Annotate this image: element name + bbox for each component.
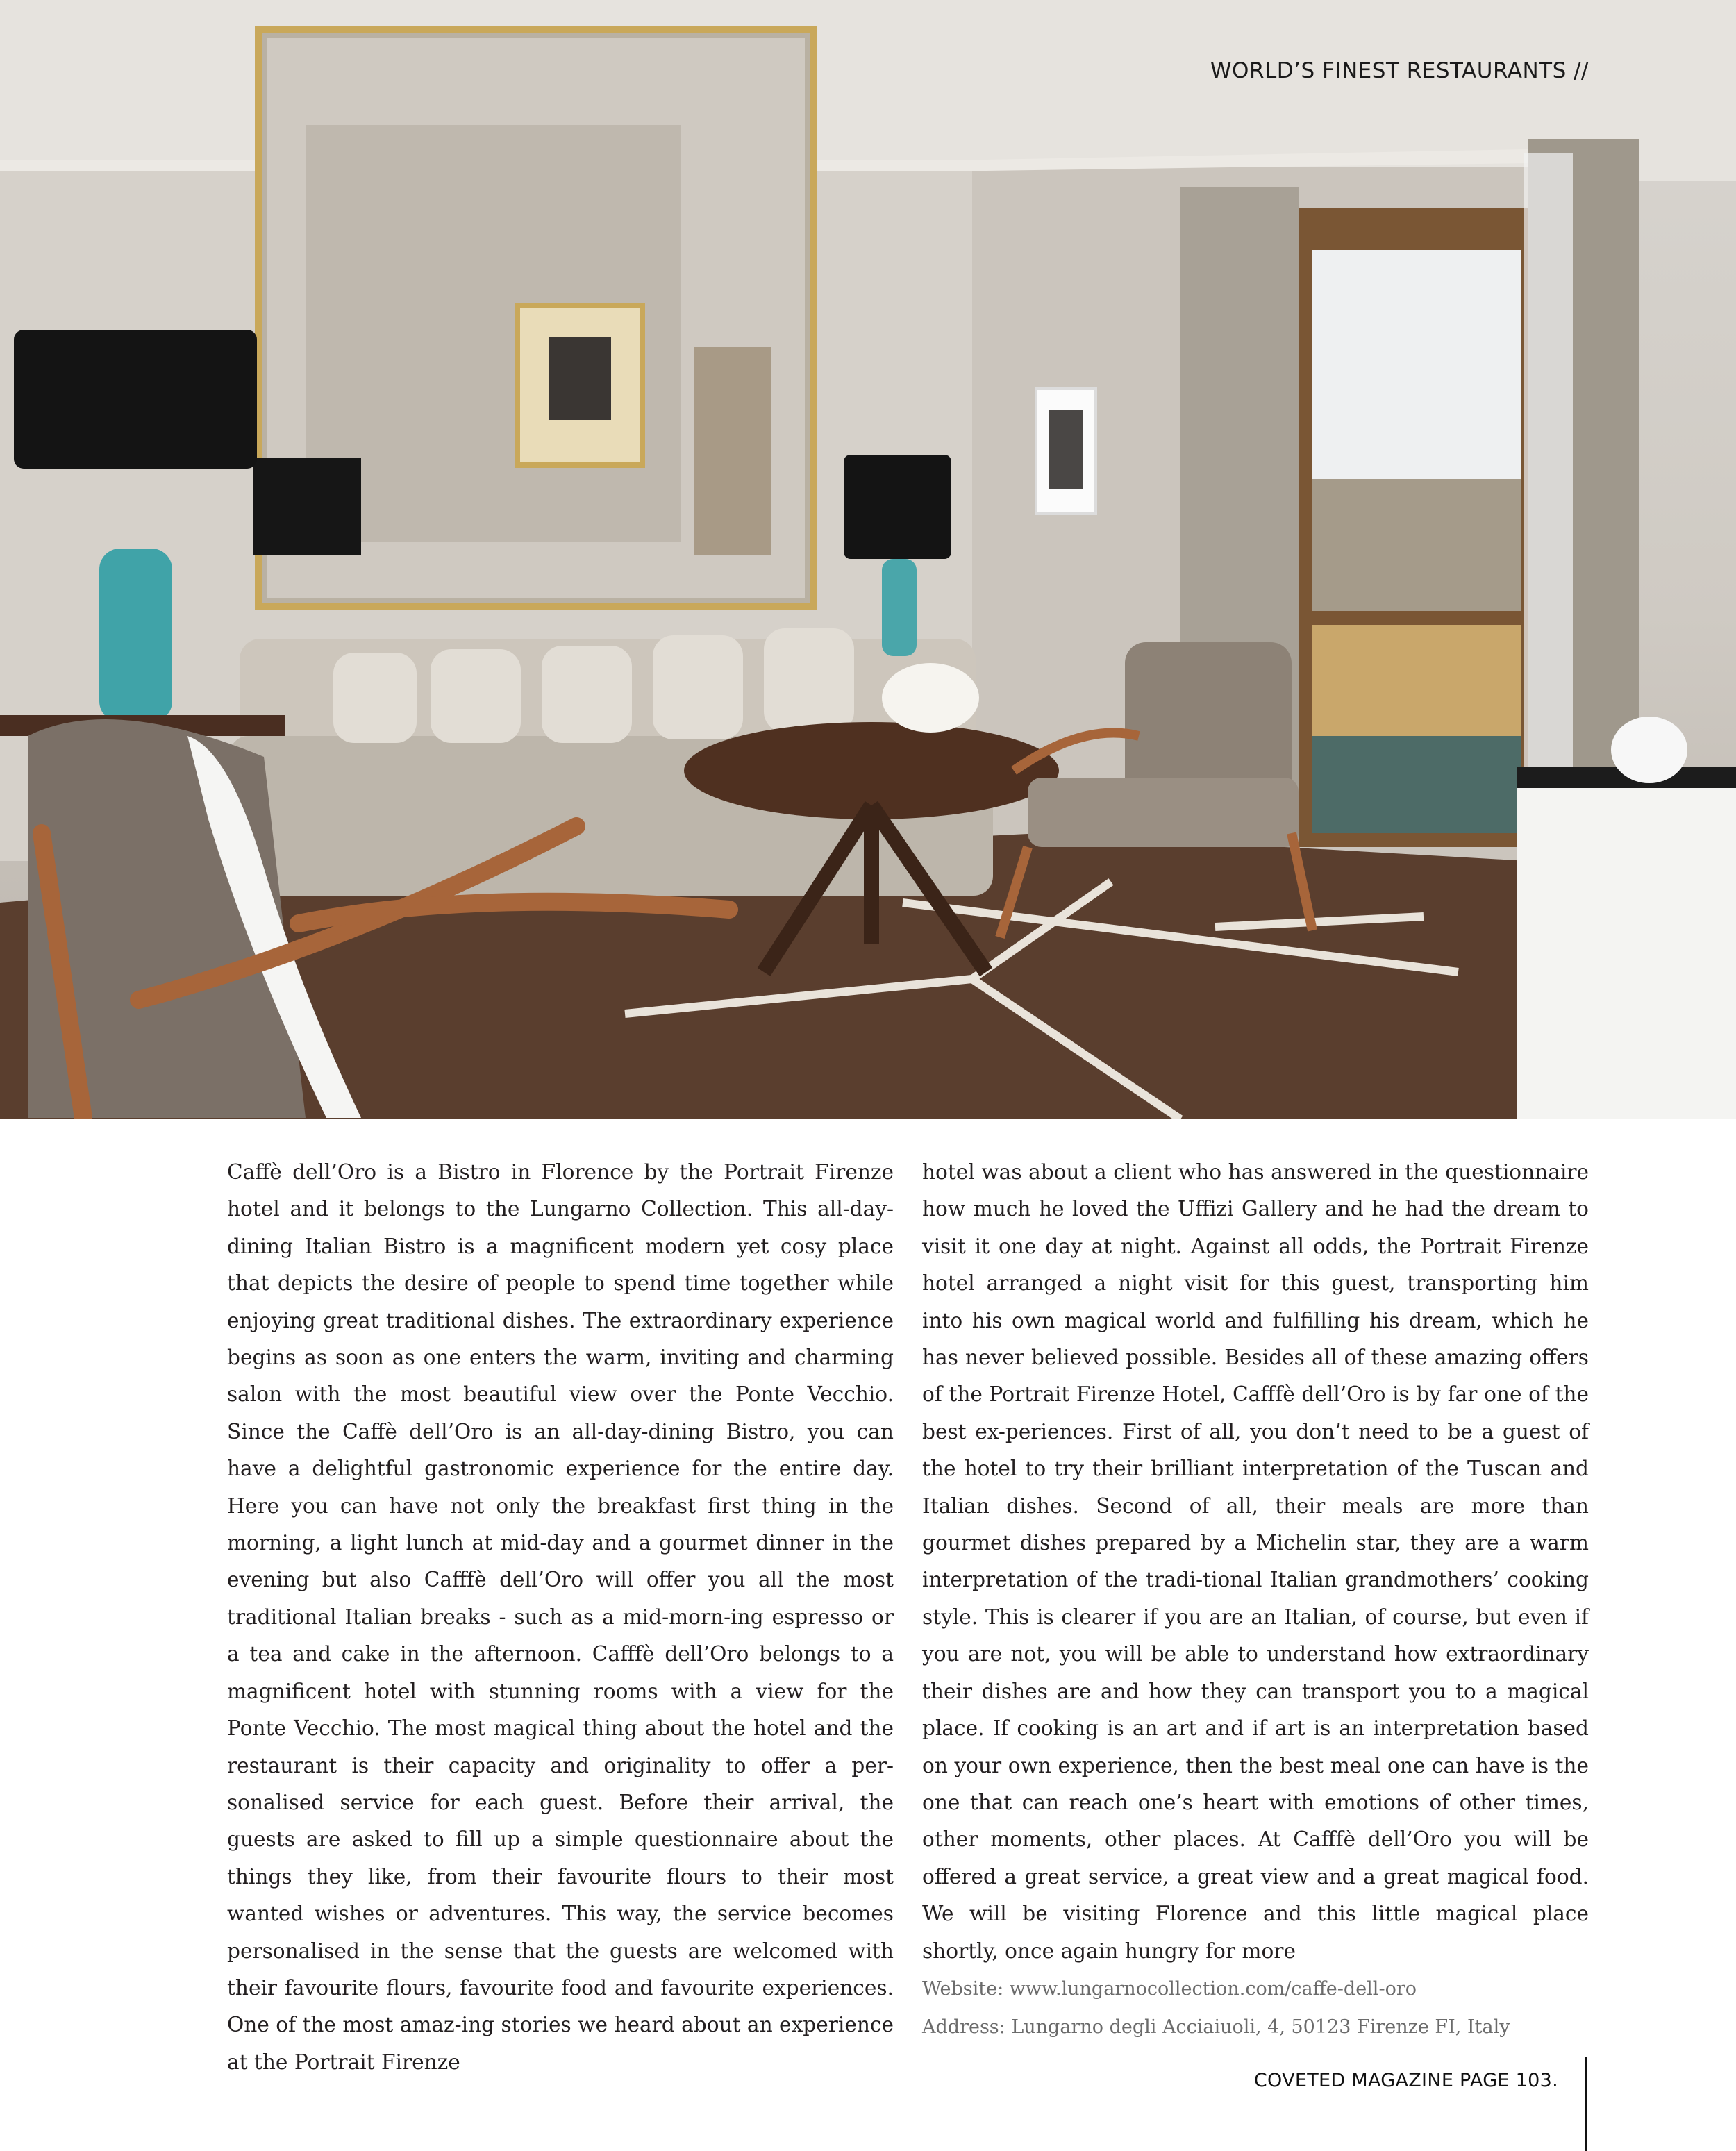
section-label: WORLD’S FINEST RESTAURANTS // xyxy=(1210,58,1589,83)
lamp-base-left xyxy=(99,549,172,722)
flower-bouquet xyxy=(882,663,979,733)
decor-vase xyxy=(1611,717,1687,783)
lamp-shade-left xyxy=(14,330,257,469)
lamp-shade-right xyxy=(844,455,951,559)
address-line: Address: Lungarno degli Acciaiuoli, 4, 50123 Firenze FI, Italy xyxy=(922,2016,1510,2038)
footer-rule xyxy=(1585,2057,1587,2151)
website-line: Website: www.lungarnocollection.com/caffe-dell-oro xyxy=(922,1977,1417,2000)
article-body-right: hotel was about a client who has answered in the questionnaire how much he loved the Uffizi Gallery and he had the dream to visit it one day at night. Against all odds, the Portrait Firenze hotel arranged a night visit for this guest, transporting him into his own magical world and fulfilling his dream, which he has never believed possible. Besides all of these amazing offers of the Portrait Firenze Hotel, Cafffè dell’Oro is by far one of the best ex-periences. First of all, you don’t need to be a guest of the hotel to try their brilliant interpretation of the Tuscan and Italian dishes. Second of all, their meals are more than gourmet dishes prepared by a Michelin star, they are a warm interpretation of the tradi-tional Italian grandmothers’ cooking style. This is clearer if you are an Italian, of course, but even if you are not, you will be able to understand how extraordinary their dishes are and how they can transport you to a magical place. If cooking is an art and if art is an interpretation based on your own experience, then the best meal one can have is the one that can reach one’s heart with emotions of other times, other moments, other places. At Cafffè dell’Oro you will be offered a great service, a great view and a great magical food. We will be visiting Florence and this little magical place shortly, once again hungry for more xyxy=(922,1160,1589,1963)
article-body-left: Caffè dell’Oro is a Bistro in Florence by the Portrait Firenze hotel and it belongs to the Lungarno Collection. This all-day-dining Italian Bistro is a magnificent modern yet cosy place that depicts the desire of people to spend time together while enjoying great traditional dishes. The extraordinary experience begins as soon as one enters the warm, inviting and charming salon with the most beautiful view over the Ponte Vecchio. Since the Caffè dell’Oro is an all-day-dining Bistro, you can have a delightful gastronomic experience for the entire day. Here you can have not only the breakfast first thing in the morning, a light lunch at mid-day and a gourmet dinner in the evening but also Cafffè dell’Oro will offer you all the most traditional Italian breaks - such as a mid-morn-ing espresso or a tea and cake in the afternoon. Cafffè dell’Oro belongs to a magnificent hotel with stunning rooms with a view for the Ponte Vecchio. The most magical thing about the hotel and the restaurant is their capacity and originality to offer a per-sonalised service for each guest. Before their arrival, the guests are asked to fill up a simple questionnaire about the things they like, from their favourite flours to their most wanted wishes or adventures. This way, the service becomes personalised in the sense that the guests are welcomed with their favourite flours, favourite food and favourite experiences. One of the most amaz-ing stories we heard about an experience at the Portrait Firenze xyxy=(227,1160,894,2074)
article-column-left xyxy=(227,1154,894,2081)
coffee-table xyxy=(684,722,1059,819)
article-column-right xyxy=(922,1154,1589,2046)
counter xyxy=(1517,778,1736,1119)
page-footer: COVETED MAGAZINE PAGE 103. xyxy=(1253,2070,1558,2091)
